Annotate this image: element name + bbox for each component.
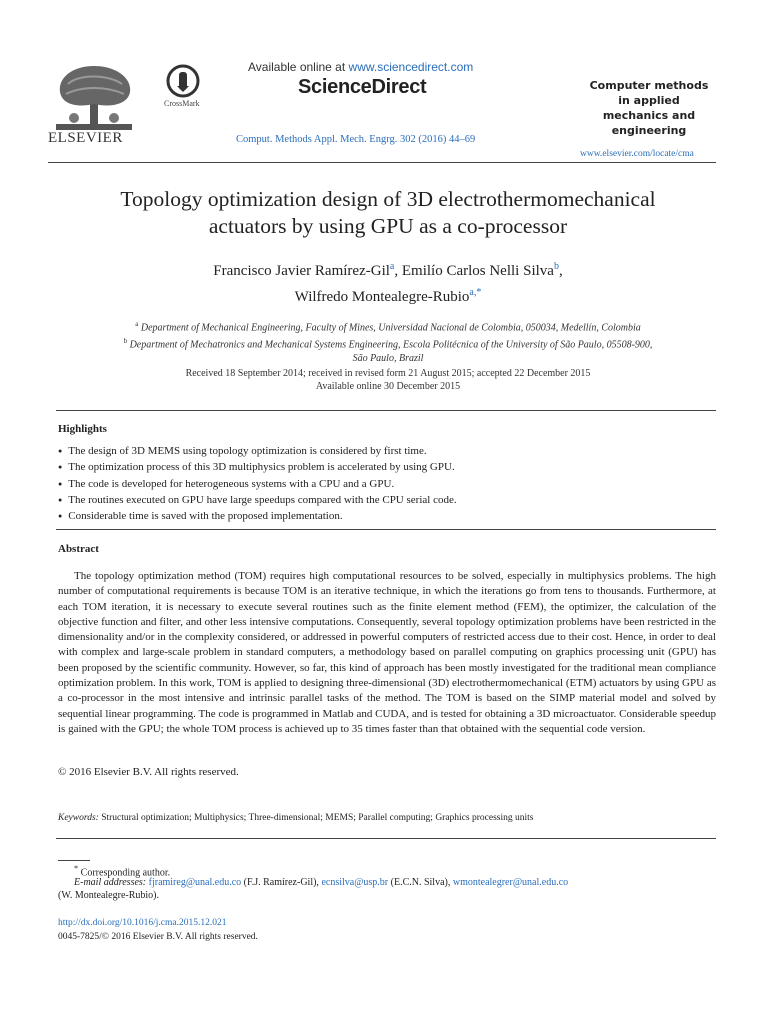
email-continuation: (W. Montealegre-Rubio). — [58, 890, 159, 901]
highlight-item: ● Considerable time is saved with the proposed implementation. — [58, 509, 457, 525]
keywords-label: Keywords: — [58, 813, 99, 823]
author-name: Wilfredo Montealegre-Rubio — [294, 289, 470, 305]
sciencedirect-link[interactable]: www.sciencedirect.com — [348, 60, 474, 74]
email-link[interactable]: wmontealegrer@unal.edu.co — [452, 877, 569, 888]
affiliation-b: Department of Mechatronics and Mechanical Systems Engineering, Escola Politécnica of the University of São Paulo, 05508-900, — [129, 339, 653, 351]
email-link[interactable]: fjramireg@unal.edu.co — [148, 877, 242, 888]
highlight-item: ● The optimization process of this 3D multiphysics problem is accelerated by using GPU. — [58, 460, 457, 476]
section-divider — [56, 410, 716, 411]
email-addresses: E-mail addresses: fjramireg@unal.edu.co (F.J. Ramírez-Gil), ecnsilva@usp.br (E.C.N. Silva), wmontealegrer@unal.edu.co — [74, 877, 569, 888]
abstract-body: The topology optimization method (TOM) requires high computational resources to be solved, especially in multiphysics problems. The high number of computational requirements is because TOM is an iterative technique, in which the iterations go from tens to thousands. Furthermore, at each TOM iteration, it is necessary to execute several routines such as the finite element method (FEM), the optimizer, the calculation of the objective function and filter, and other less intensive computations. Consequently, several topology optimization problems have been restricted in the dimensionality and/or in the complexity considered, or addressed in powerful computers of restricted access due to their cost. Hence, in order to deal with complex and large-scale problem in standard computers, a methodology based on parallel computing on graphics processing unit (GPU) has been proposed by the scientific community. However, so far, this kind of approach has been mostly investigated for the traditional mean compliance optimization problem. In this work, TOM is applied to designing three-dimensional (3D) electrothermomechanical (ETM) actuators by using GPU as a co-processor in the most intensive and intrinsic parallel tasks of the method. The TOM is based on the SIMP material model and solved by sequential linear programming. The code is programmed in Matlab and CUDA, and is tested for obtaining a 3D microactuator. Considerable speedup is gained with the GPU; the whole TOM process is achieved up to 35 times faster than that obtained with the sequential code version. — [58, 570, 716, 735]
issn-copyright: 0045-7825/© 2016 Elsevier B.V. All rights reserved. — [58, 932, 258, 942]
author-name: Emilío Carlos Nelli Silva — [401, 263, 554, 279]
affiliations: $^a$ Department of Mechanical Engineering, Faculty of Mines, Universidad Nacional de Colombia, 050034, Medellín, Colombia $^b$ Department of Mechatronics and Mechanical Systems Engineering, Escola Politécnica of the University of São Paulo, 05508-900, São Paulo, Brazil — [48, 318, 728, 365]
journal-title-line: mechanics and — [602, 109, 696, 122]
received-dates: Received 18 September 2014; received in revised form 21 August 2015; accepted 22 December 2015 — [185, 368, 591, 379]
email-link[interactable]: ecnsilva@usp.br — [321, 877, 389, 888]
affiliation-ref[interactable]: a,* — [469, 287, 482, 298]
highlight-item: ● The code is developed for heterogeneous systems with a CPU and a GPU. — [58, 477, 457, 493]
section-divider — [56, 838, 716, 839]
article-title — [48, 186, 728, 240]
doi-link[interactable]: http://dx.doi.org/10.1016/j.cma.2015.12.021 — [58, 918, 227, 928]
journal-title-line: in applied — [618, 94, 680, 107]
highlight-item: ● The design of 3D MEMS using topology optimization is considered by first time. — [58, 444, 457, 460]
affiliation-ref[interactable]: a — [389, 261, 395, 272]
elsevier-tree-logo — [52, 60, 136, 132]
journal-title — [584, 78, 714, 138]
section-divider — [56, 529, 716, 530]
abstract-heading: Abstract — [58, 543, 99, 555]
available-online-date: Available online 30 December 2015 — [315, 380, 461, 392]
author-name: Francisco Javier Ramírez-Gil — [213, 263, 390, 279]
journal-title-line: engineering — [611, 124, 687, 137]
crossmark-label: CrossMark — [164, 99, 200, 108]
journal-title-line: Computer methods — [589, 79, 709, 92]
keywords — [58, 813, 533, 823]
sciencedirect-logo: ScienceDirect — [298, 76, 427, 98]
affiliation-ref[interactable]: b — [553, 261, 559, 272]
highlight-item: ● The routines executed on GPU have large speedups compared with the CPU serial code. — [58, 493, 457, 509]
header-divider — [48, 162, 716, 163]
footnote-rule — [58, 860, 90, 861]
author-list: Francisco Javier Ramírez-Gil$^a$, Emilío Carlos Nelli Silva$^b$, Wilfredo Montealegre-Rubio$^{a,*}$ — [213, 261, 563, 305]
title-line: Topology optimization design of 3D electrothermomechanical — [120, 187, 656, 211]
corresponding-author-note: * Corresponding author. — [74, 864, 171, 879]
article-dates — [48, 368, 728, 393]
journal-citation[interactable]: Comput. Methods Appl. Mech. Engrg. 302 (2016) 44–69 — [236, 134, 476, 145]
highlights-heading: Highlights — [58, 423, 107, 435]
abstract-copyright: © 2016 Elsevier B.V. All rights reserved. — [58, 766, 239, 778]
crossmark-icon[interactable] — [166, 64, 200, 98]
journal-homepage-link[interactable]: www.elsevier.com/locate/cma — [580, 149, 694, 159]
affiliation-a: Department of Mechanical Engineering, Faculty of Mines, Universidad Nacional de Colombia, 050034, Medellín, Colombia — [140, 322, 641, 334]
publisher-name: ELSEVIER — [48, 130, 123, 146]
highlights-list — [58, 444, 457, 525]
keywords-text: Structural optimization; Multiphysics; Three-dimensional; MEMS; Parallel computing; Graphics processing units — [98, 813, 534, 823]
title-line: actuators by using GPU as a co-processor — [208, 214, 568, 238]
available-online: Available online at www.sciencedirect.com — [248, 60, 474, 74]
affiliation-b-line2: São Paulo, Brazil — [352, 352, 424, 364]
